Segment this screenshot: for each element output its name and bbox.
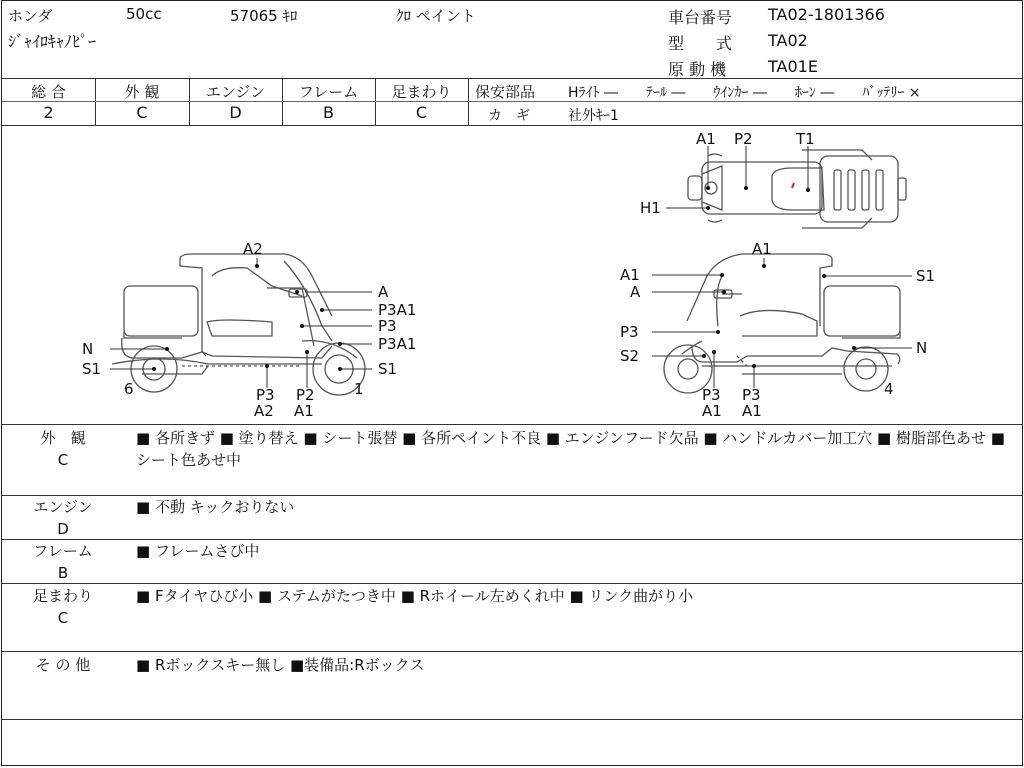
section-other-text: ■ Rボックスキー無し ■装備品:Rボックス: [136, 656, 425, 674]
diag-left-num-1: 1: [354, 380, 364, 398]
section-other-title: そ の 他: [35, 656, 91, 674]
diag-right-b2-bot: A1: [742, 402, 762, 420]
diag-right-top: A1: [752, 240, 772, 258]
section-frame-text: ■ フレームさび中: [136, 542, 260, 560]
diag-left-num-6: 6: [124, 380, 134, 398]
diag-left-s1-left: S1: [82, 360, 102, 378]
section-suspension: [2, 585, 1022, 651]
safety-label: 保安部品: [475, 83, 536, 101]
grade-exterior-value: C: [136, 103, 148, 122]
diag-left-top: A2: [243, 240, 263, 258]
damage-diagram: [2, 126, 1022, 424]
section-suspension-title: 足まわり: [32, 587, 93, 605]
chassis-value: TA02-1801366: [768, 5, 885, 24]
diag-left-p3a1-lower: P3A1: [378, 335, 417, 353]
section-engine-grade: D: [57, 520, 69, 538]
diag-top-h1: H1: [640, 199, 661, 217]
diag-top-a1: A1: [696, 130, 716, 148]
diag-left-s1-right: S1: [378, 360, 398, 378]
diag-right-s2: S2: [620, 347, 640, 365]
grade-suspension-value: C: [415, 103, 428, 122]
diag-right-b2-top: P3: [742, 386, 761, 404]
type-value: TA02: [768, 31, 808, 50]
diag-right-a1: A1: [620, 266, 640, 284]
model-name: ｼﾞｬｲﾛｷｬﾉﾋﾟｰ: [8, 32, 97, 51]
section-exterior: [2, 427, 1022, 495]
section-engine-title: エンジン: [33, 498, 93, 516]
diag-left-p3: P3: [378, 317, 397, 335]
diag-top-t1: T1: [796, 130, 815, 148]
diag-right-n: N: [916, 339, 928, 357]
engine-cc: 50cc: [126, 5, 162, 23]
diag-right-a: A: [630, 283, 641, 301]
grade-frame-value: B: [323, 103, 334, 122]
diag-left-b2-bot: A1: [294, 402, 314, 420]
diag-left-n: N: [82, 340, 94, 358]
section-suspension-grade: C: [57, 609, 69, 627]
grade-overall-value: 2: [43, 103, 54, 122]
grade-frame-label: フレーム: [298, 83, 359, 101]
engine-value: TA01E: [768, 57, 818, 76]
key-label: カ ギ: [488, 108, 530, 124]
diag-left-p3a1-upper: P3A1: [378, 301, 417, 319]
section-exterior-text: ■ 各所きず ■ 塗り替え ■ シート張替 ■ 各所ペイント不良 ■ エンジンフード欠品 ■ ハンドルカバー加工穴 ■ 樹脂部色あせ ■ シート色あせ中: [136, 429, 1005, 469]
diag-right-b1-top: P3: [702, 386, 721, 404]
engine-label: 原 動 機: [668, 60, 727, 79]
grade-engine-value: D: [229, 103, 242, 122]
diag-right-s1: S1: [916, 267, 936, 285]
diag-left-a: A: [378, 283, 389, 301]
section-frame-grade: B: [57, 564, 69, 582]
diag-right-b1-bot: A1: [702, 402, 722, 420]
safety-items: Hﾗｲﾄ ― ﾃｰﾙ ― ｳｲﾝｶｰ ― ﾎｰﾝ ― ﾊﾞｯﾃﾘｰ ×: [568, 85, 921, 101]
section-exterior-grade: C: [57, 451, 69, 469]
grade-suspension-label: 足まわり: [391, 83, 452, 101]
diag-left-b1-bot: A2: [254, 402, 274, 420]
section-frame: [2, 540, 1022, 584]
color: ｸﾛ ペイント: [396, 7, 476, 25]
section-exterior-title: 外 観: [40, 429, 86, 447]
key-value: 社外ｷｰ1: [568, 108, 619, 124]
inspection-sheet: [1, 0, 1023, 766]
grade-overall-label: 総 合: [31, 83, 66, 101]
chassis-label: 車台番号: [668, 8, 733, 27]
diag-right-num-4: 4: [884, 380, 894, 398]
diag-left-b2-top: P2: [296, 386, 315, 404]
diag-right-p3: P3: [620, 323, 639, 341]
maker: ホンダ: [8, 7, 53, 25]
section-engine: [2, 496, 1022, 540]
section-engine-text: ■ 不動 キックおりない: [136, 498, 295, 516]
diag-left-b1-top: P3: [256, 386, 275, 404]
diag-top-p2: P2: [734, 130, 753, 148]
grade-exterior-label: 外 観: [124, 83, 160, 101]
grade-engine-label: エンジン: [205, 83, 266, 101]
section-frame-title: フレーム: [33, 542, 93, 560]
section-other: [2, 654, 1022, 704]
type-label: 型 式: [668, 34, 733, 53]
mileage: 57065 ｷﾛ: [230, 7, 298, 25]
section-suspension-text: ■ Fタイヤひび小 ■ ステムがたつき中 ■ Rホイール左めくれ中 ■ リンク曲がり小: [136, 587, 694, 605]
